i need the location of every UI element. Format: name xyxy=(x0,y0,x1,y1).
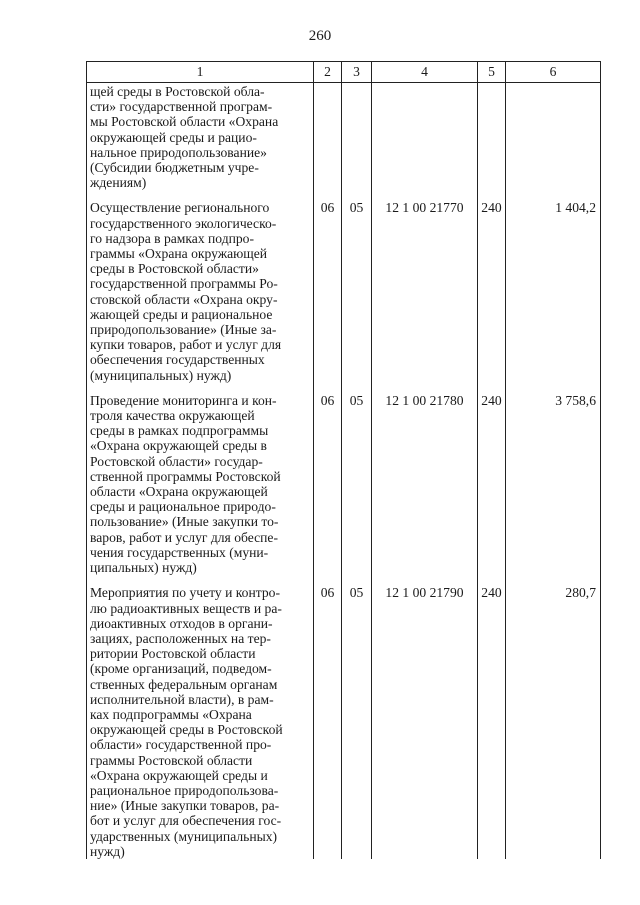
row-amount: 1 404,2 xyxy=(506,190,601,382)
description-line: обеспечения государственных xyxy=(90,352,265,368)
page-number: 260 xyxy=(308,28,332,44)
continuation-row xyxy=(87,83,601,191)
description-line: граммы Ростовской области xyxy=(90,752,253,768)
description-line: нальное природопользование» xyxy=(90,144,267,160)
description-line: варов, работ и услуг для обеспе- xyxy=(90,529,278,545)
description-line: ственной программы Ростовской xyxy=(90,468,281,484)
description-line: щей среды в Ростовской обла- xyxy=(90,84,265,99)
row-expense-type: 240 xyxy=(478,383,506,575)
description-line: среды в Ростовской области» xyxy=(90,261,259,277)
description-line: диоактивных отходов в органи- xyxy=(90,615,273,631)
description-line: государственного экологическо- xyxy=(90,215,277,231)
description-line: (муниципальных) нужд) xyxy=(90,367,232,383)
description-line: природопользование» (Иные за- xyxy=(90,322,277,338)
description-line: окружающей среды в Ростовской xyxy=(90,722,283,738)
description-line: пользование» (Иные закупки то- xyxy=(90,514,279,530)
description-line: граммы «Охрана окружающей xyxy=(90,246,268,262)
row-amount: 280,7 xyxy=(506,575,601,859)
row-amount: 3 758,6 xyxy=(506,383,601,575)
header-col-3: 3 xyxy=(342,62,372,83)
row-section-code: 06 xyxy=(314,190,342,382)
description-line: окружающей среды и рацио- xyxy=(90,129,257,145)
description-line: среды в рамках подпрограммы xyxy=(90,423,269,439)
description-line: бот и услуг для обеспечения гос- xyxy=(90,813,282,829)
description-line: нужд) xyxy=(90,843,125,859)
description-line: области» государственной про- xyxy=(90,737,272,753)
description-line: рациональное природопользова- xyxy=(90,782,279,798)
table-row xyxy=(87,575,601,859)
row-target-article: 12 1 00 21790 xyxy=(372,575,478,859)
row-description xyxy=(87,383,314,575)
description-line: зациях, расположенных на тер- xyxy=(90,630,271,646)
header-col-5: 5 xyxy=(478,62,506,83)
description-line: «Охрана окружающей среды в xyxy=(90,438,267,454)
header-col-4: 4 xyxy=(372,62,478,83)
description-line: (кроме организаций, подведом- xyxy=(90,661,272,677)
description-line: чения государственных (муни- xyxy=(90,544,269,560)
description-line: (Субсидии бюджетным учре- xyxy=(90,160,259,176)
description-line: ударственных (муниципальных) xyxy=(90,828,278,844)
description-line: ках подпрограммы «Охрана xyxy=(90,706,252,722)
description-line: стовской области «Охрана окру- xyxy=(90,291,278,307)
description-line: мы Ростовской области «Охрана xyxy=(90,114,279,130)
description-line: Мероприятия по учету и контро- xyxy=(90,585,280,601)
header-col-2: 2 xyxy=(314,62,342,83)
row-section-code: 06 xyxy=(314,383,342,575)
budget-table xyxy=(86,61,601,859)
description-line: купки товаров, работ и услуг для xyxy=(90,337,282,353)
description-line: сти» государственной програм- xyxy=(90,99,273,115)
description-line: области «Охрана окружающей xyxy=(90,484,268,500)
description-line: среды и рациональное природо- xyxy=(90,499,276,515)
row-expense-type: 240 xyxy=(478,575,506,859)
header-col-1: 1 xyxy=(87,62,314,83)
row-section-code: 06 xyxy=(314,575,342,859)
description-line: ципальных) нужд) xyxy=(90,560,197,576)
description-line: «Охрана окружающей среды и xyxy=(90,767,268,783)
row-expense-type: 240 xyxy=(478,190,506,382)
row-subsection-code: 05 xyxy=(342,190,372,382)
description-line: троля качества окружающей xyxy=(90,408,255,424)
table-row xyxy=(87,190,601,382)
row-target-article: 12 1 00 21780 xyxy=(372,383,478,575)
row-target-article: 12 1 00 21770 xyxy=(372,190,478,382)
description-line: исполнительной власти), в рам- xyxy=(90,691,274,707)
row-description xyxy=(87,575,314,859)
description-line: государственной программы Ро- xyxy=(90,276,278,292)
row-subsection-code: 05 xyxy=(342,383,372,575)
description-line: Проведение мониторинга и кон- xyxy=(90,392,277,408)
row-description xyxy=(87,190,314,382)
description-line: ритории Ростовской области xyxy=(90,646,256,662)
description-line: го надзора в рамках подпро- xyxy=(90,230,255,246)
header-row xyxy=(87,62,601,83)
continuation-description xyxy=(87,83,314,191)
row-subsection-code: 05 xyxy=(342,575,372,859)
header-col-6: 6 xyxy=(506,62,601,83)
description-line: ждениям) xyxy=(90,175,147,191)
description-line: ние» (Иные закупки товаров, ра- xyxy=(90,798,280,814)
description-line: жающей среды и рациональное xyxy=(90,306,273,322)
description-line: Ростовской области» государ- xyxy=(90,453,263,469)
description-line: Осуществление регионального xyxy=(90,200,270,216)
table-row xyxy=(87,383,601,575)
description-line: ственных федеральным органам xyxy=(90,676,278,692)
description-line: лю радиоактивных веществ и ра- xyxy=(90,600,282,616)
